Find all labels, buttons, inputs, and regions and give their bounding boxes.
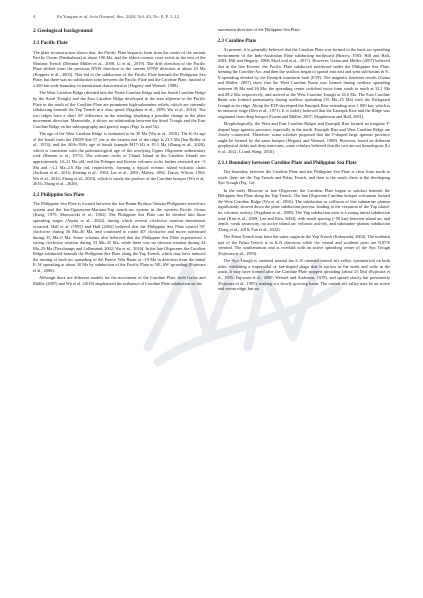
section-heading: 2 Geological background xyxy=(33,28,93,34)
paragraph: The Philippine Sea Plate is located between the Izu-Bonin-Ryukyu-Taiwan-Philippines trench-arc system and the Izu-Ogasawara-Mariana-Yap trench-arc system in the western Pacific Ocean (Karig, 1975; Moroowski et al., 1982). The Philippine Sea Plate can be divided into three spreading stages (Arpita et al., 2022), during which several clockwise rotation movements occurred. Hall et al. (1995) and Hall (2002) believed that the Philippine Sea Plate rotated 50° clockwise during 50 Ma–40 Ma, and continued to rotate 40° clockwise and move northward during 25 Ma–0 Ma. Some scholars also believed that the Philippine Sea Plate experienced a strong clockwise rotation during 53 Ma–45 Ma, while there was no obvious rotation during 44 Ma–25 Ma (Deschamps and Lallemand, 2002; Wu et al., 2016). In the late Oligocene, the Caroline Ridge subducted beneath the Philippine Sea Plate along the Yap Trench, which may have induced the turning of back-arc spreading of the Parece Vela Basin at ~19 Ma in direction from the initial E–W spreading at about 30 Ma by subduction of the Pacific Plate to NE–SW spreading (Fujiwara et al., 2000). xyxy=(33,201,206,273)
paragraph: The West Caroline Ridge (divided into the North Caroline Ridge and the South Caroline Ridge by the Sorol Trough) and the East Caroline Ridge developed in the area adjacent to the Pacific Plate in the north of the Caroline Plate are prominent high-submarine reliefs, which are currently subducting beneath the Yap Trench at a slow speed (Nagihara et al., 1989; Wu et al., 2016). The two ridges have a short 30° difference in the trending, implying a possible change in the plate movement direction. Meanwhile, it shows no relationship between the Sorol Trough and the East Caroline Ridge on the subtopography and gravity maps (Figs 1a and 1b). xyxy=(33,90,206,129)
paragraph: Morphologically, the West and East Caroline Ridges and Eauripik Rise formed an irregular T-shaped large igneous province, especially in the north. Eauripik Rise and West Caroline Ridge are closely connected. Therefore, some scholars proposed that the T-shaped large igneous province might be formed by the same hotspot (Hegarty and Weissel, 1988). However, based on different geophysical fields and deep structures, some scholars believed that the two are not homologous (Li et al., 2021; Li and Wang, 2016). xyxy=(217,121,390,154)
page-number: 4 xyxy=(33,14,36,19)
paragraph: The Ayu Trough is centered around the S–N oriented central rift valley, symmetrical on both sides, exhibiting a trapezoidal or fan-shaped shape that is narrow in the north and wide in the south. It may have formed after the Caroline Plate stopped spreading (about 25 Ma) (Fujiwara et al., 1995; Fujiwara et al., 2000; Weissel and Anderson, 1978), and spread slowly but persistently (Fujiwara et al., 1995), making it a slowly growing basin. The central rift valley may be an active mid-ocean ridge, but no xyxy=(217,258,390,292)
paragraph: movement direction of the Philippine Sea Plate. xyxy=(217,27,301,32)
two-column-body xyxy=(33,27,390,572)
left-column xyxy=(33,27,206,572)
paragraph: Although there are different models for the movement of the Caroline Plate, both Gaina and Müller (2007) and Wu et al. (2016) emphasized the influence of Caroline Plate subduction on the xyxy=(33,275,206,286)
running-title: Fu Yongtao et al. Acta Oceanol. Sin., 2024, Vol. 43, No. 8, P. 1–12 xyxy=(57,14,180,19)
subsection-heading-philippine-sea-plate: 2.2 Philippine Sea Plate xyxy=(33,191,85,198)
subsubsection-heading-boundary: 2.3.1 Boundary between Caroline Plate and Philippine Sea Plate xyxy=(217,159,357,166)
subsection-heading-caroline-plate: 2.3 Caroline Plate xyxy=(217,37,257,44)
paragraph: The age of the West Caroline Ridge is estimated to be 30 Ma (Wu et al., 2016). The K-Ar age of the basalt from the DSDP Site 57 site at the eastern end of the ridge is 23.5 Ma (Ian Ridley et al., 1974), and the 40Ar-39Ar age of basalt (sample M17-14) is 19.3 Ma (Zhang et al., 2020), which is consistent with the paleontological age of the overlying Upper Oligocene sedimentary rock (Heezen et al., 1971). The volcanic rocks of Chuuk Island in the Caroline Islands are approximately 10–11 Ma old, and the Pohnpei and Kosrae volcanic rocks farther eastward are ~5 Ma and ~1.2 Ma–2.6 Ma old, respectively, forming a typical oceanic island volcanic chain (Jackson et al., 2016; Keating et al., 1984; Lee et al., 2001; Mattey, 1982; Tracey Wilson, 1963; Wu et al., 2016; Zhang et al., 2020), which is surely the product of the Caroline hotspot (Wu et al., 2016; Zhang et al., 2020). xyxy=(33,131,206,187)
paragraph: The Palau Trench may have the same origin as the Yap Trench (Kobayashi, 2004). The northern part of the Palau Trench is in S–N direction, while the central and southern parts are N30°E oriented. The southernmost end is overlaid with an active spreading center of the Ayu Trough (Fujiwara et al., 1995). xyxy=(217,234,390,256)
running-header xyxy=(33,14,390,20)
subsection-heading-pacific-plate: 2.1 Pacific Plate xyxy=(33,40,68,46)
paragraph: At present, it is generally believed that the Caroline Plate was formed in the back arc spreading environment of the Indo-Australian Plate subducting northward (Bracey, 1983; Hill and Hall, 2003; Hill and Hegarty, 1988; MacLeod et al., 2017). However, Gaina and Müller (2007) believed that in the late Eocene, the Pacific Plate subducted northward under the Philippine Sea Plate, forming the Caroline Arc, and then the seafloor began to spread into east and west sub-basins in S–N spreading divided by the Eauripik transform fault (ETF). The magnetic lineation results (Gaina and Müller, 2007) show that the West Caroline Basin was formed during seafloor spreading between 36 Ma and 26 Ma; the spreading center switched twice from south to north at 33.1 Ma and 28.2 Ma, respectively, and arrived at the West Caroline Trough at 26.6 Ma. The East Caroline Basin was formed prematurely during seafloor spreading (35 Ma–25 Ma) with the Kiilsgaard Trough as its ridge. Along the ETF developed the Eauripik Rise extending over 1 000 km, which is an aseismic ridge (Den et al., 1971). It is widely believed that the Eauripik Rise and the Ridge was originated from deep hotspot (Gaina and Müller, 2007; Marpherson and Hall, 2001). xyxy=(217,47,390,119)
paragraph: In the early Miocene or late Oligocene, the Caroline Plate began to subduct beneath the Philippine Sea Plate along the Yap Trench. The late Oligocene Caroline hotspot volcanism formed the West Caroline Ridge (Wu et al., 2016). The subduction or collision of this submarine plateau significantly slowed down the plate subduction process, leading to the cessation of the Yap island-arc volcanic activity (Nagihara et al., 1989). The Yap subduction zone is a young initial subduction zone (Kim et al., 2009; Lee and Kim, 2004), with small spacing (~50 km) between island arc and trench, weak seismicity, no active island arc volcanic activity, and submarine plateau subduction (Dong et al., 2018; Fan et al., 2022). xyxy=(217,187,390,232)
right-column xyxy=(218,27,391,572)
paragraph: The boundary between the Caroline Plate and the Philippine Sea Plate is clear from north to south, there are the Yap Trench and Palau Trench, and then to the south, there is the developing Ayu Trough (Fig. 1a). xyxy=(217,169,390,186)
paragraph: The plate reconstruction shows that, the Pacific Plate began to form from the center of the ancient Pacific Ocean (Panthalassa) at about 190 Ma, and the oldest oceanic crust exists in the east of the Mariana Trench (Dietmar Müller et al., 2008; Li et al., 2019). The drift direction of the Pacific Plate shifted from the previous NNW direction to the current WNW direction at about 43 Ma (Koppers et al., 2003). This led to the subduction of the Pacific Plate beneath the Philippine Sea Plate, but there was no subduction zone between the Pacific Plate and the Caroline Plate, instead of a 200 km wide boundary in transitional characteristics (Hegarty and Weissel, 1988). xyxy=(33,49,206,88)
